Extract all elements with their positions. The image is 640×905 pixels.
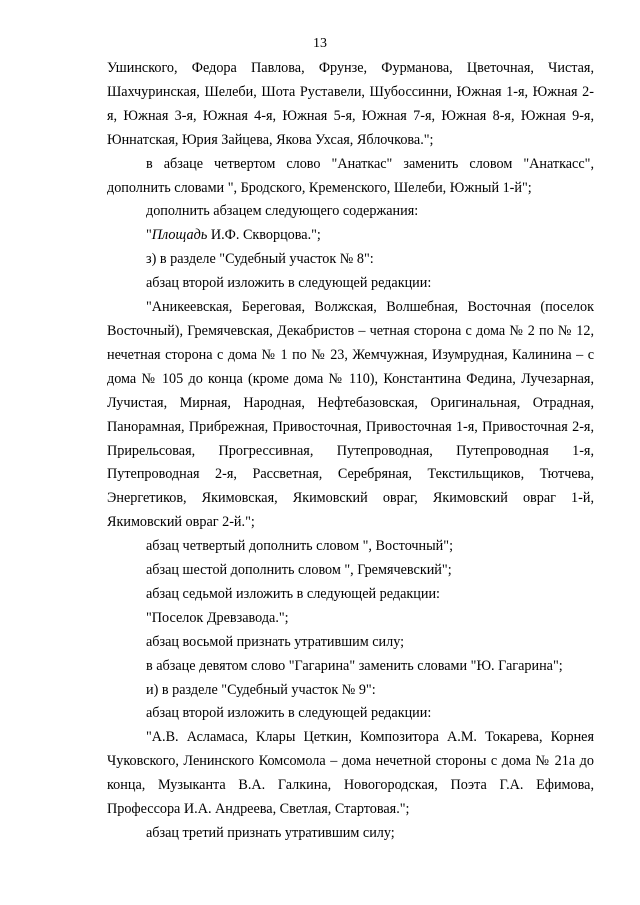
paragraph: абзац второй изложить в следующей редакции:: [146, 275, 432, 292]
paragraph: абзац четвертый дополнить словом ", Восточный";: [146, 538, 454, 555]
paragraph: абзац третий признать утратившим силу;: [146, 825, 395, 841]
paragraph: абзац седьмой изложить в следующей редакции:: [146, 585, 441, 602]
paragraph: в абзаце четвертом слово "Анаткас" заменить словом "Анаткасс", дополнить словами ", Бродского, Кременского, Шелеби, Южный 1-й";: [107, 155, 594, 196]
paragraph: "А.В. Асламаса, Клары Цеткин, Композитора А.М. Токарева, Корнея Чуковского, Ленинского Комсомола – дома нечетной стороны с дома № 21а до конца, Музыканта В.А. Галкина, Новогородская, Поэта Г.А. Ефимова, Профессора И.А. Андреева, Светлая, Стартовая.";: [107, 729, 594, 818]
quote-open: ": [146, 227, 152, 244]
paragraph: Ушинского, Федора Павлова, Фрунзе, Фурманова, Цветочная, Чистая, Шахчуринская, Шелеби, Шота Руставели, Шубоссинни, Южная 1-я, Южная 2-я, Южная 3-я, Южная 4-я, Южная 5-я, Южная 7-я, Южная 8-я, Южная 9-я, Юннатская, Юрия Зайцева, Якова Ухсая, Яблочкова.";: [107, 60, 594, 148]
paragraph: абзац восьмой признать утратившим силу;: [146, 633, 405, 650]
page-number: 13: [313, 36, 327, 51]
document-body: [107, 57, 594, 846]
paragraph: з) в разделе "Судебный участок № 8":: [146, 251, 374, 268]
paragraph: "Аникеевская, Береговая, Волжская, Волшебная, Восточная (поселок Восточный), Гремячевская, Декабристов – четная сторона с дома № 2 по № 12, нечетная сторона с дома № 1 по № 23, Жемчужная, Изумрудная, Калинина – с дома № 105 до конца (кроме дома № 110), Константина Федина, Лучезарная, Лучистая, Мирная, Народная, Нефтебазовская, Оригинальная, Отрадная, Панорамная, Прибрежная, Привосточная, Привосточная 1-я, Привосточная 2-я, Прирельсовая, Прогрессивная, Путепроводная, Путепроводная 1-я, Путепроводная 2-я, Рассветная, Серебряная, Текстильщиков, Тютчева, Энергетиков, Якимовская, Якимовский овраг, Якимовский овраг 1-й, Якимовский овраг 2-й.";: [107, 299, 594, 531]
paragraph: абзац шестой дополнить словом ", Гремячевский";: [146, 562, 452, 579]
paragraph-remainder: И.Ф. Скворцова.";: [207, 227, 321, 244]
paragraph: в абзаце девятом слово "Гагарина" заменить словами "Ю. Гагарина";: [146, 657, 563, 674]
italic-term: Площадь: [151, 227, 208, 244]
paragraph: и) в разделе "Судебный участок № 9":: [146, 681, 376, 698]
paragraph: [107, 224, 594, 248]
paragraph: абзац второй изложить в следующей редакции:: [146, 705, 432, 722]
paragraph: "Поселок Древзавода.";: [146, 609, 289, 626]
paragraph: дополнить абзацем следующего содержания:: [146, 203, 419, 220]
